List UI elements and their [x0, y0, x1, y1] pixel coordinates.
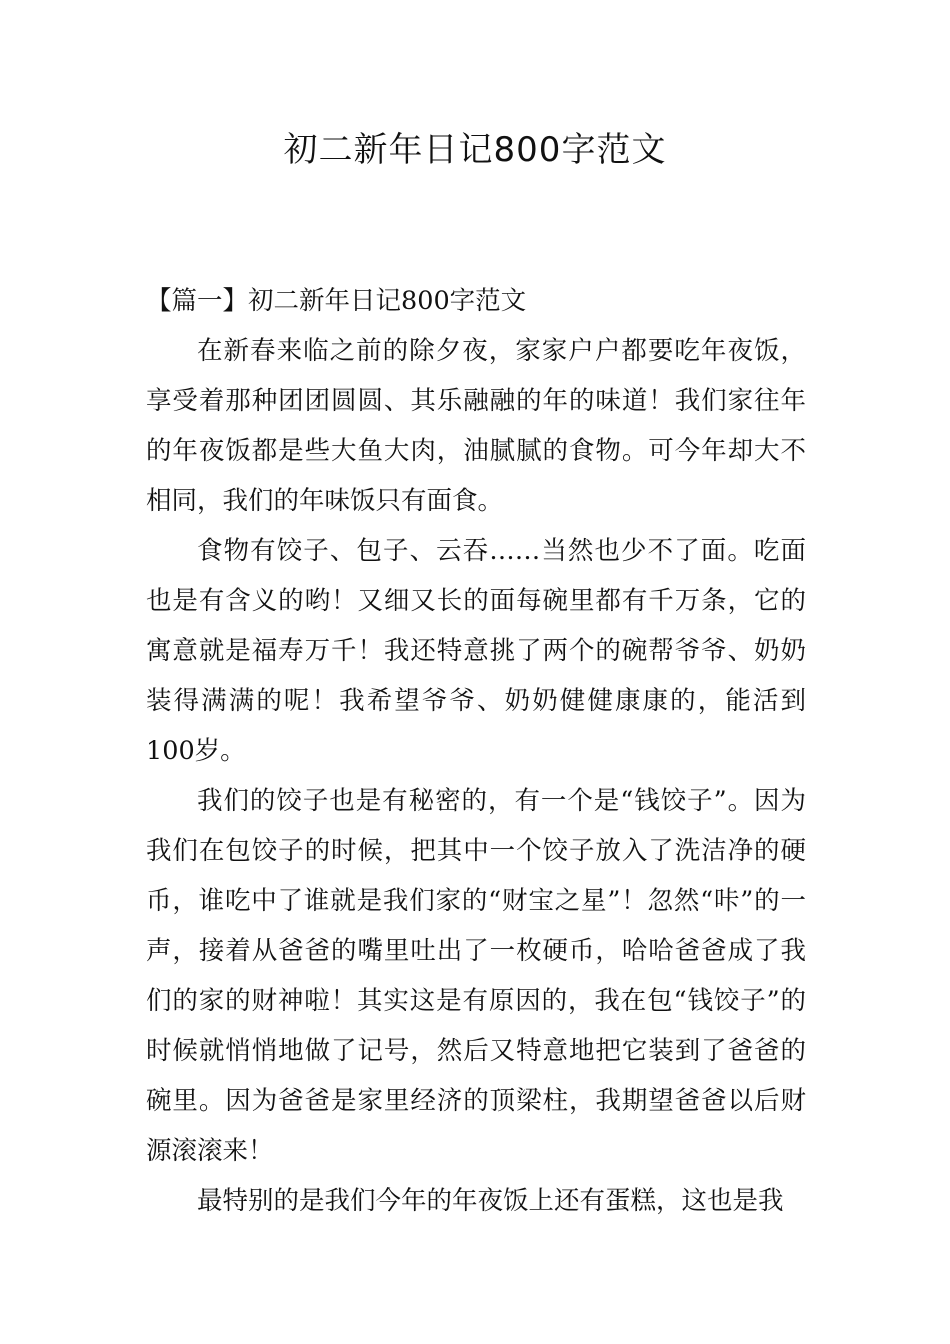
paragraph-4: 最特别的是我们今年的年夜饭上还有蛋糕，这也是我	[197, 1186, 784, 1216]
paragraph-3: 我们的饺子也是有秘密的，有一个是“钱饺子”。因为我们在包饺子的时候，把其中一个饺子放入了洗洁净的硬币，谁吃中了谁就是我们家的“财宝之星”！忽然“咔”的一声，接着从爸爸的嘴里吐出了一枚硬币，哈哈爸爸成了我们的家的财神啦！其实这是有原因的，我在包“钱饺子”的时候就悄悄地做了记号，然后又特意地把它装到了爸爸的碗里。因为爸爸是家里经济的顶梁柱，我期望爸爸以后财源滚滚来！	[146, 786, 806, 1166]
document-title: 初二新年日记800字范文	[283, 130, 667, 170]
paragraph-2: 食物有饺子、包子、云吞……当然也少不了面。吃面也是有含义的哟！又细又长的面每碗里都有千万条，它的寓意就是福寿万千！我还特意挑了两个的碗帮爷爷、奶奶装得满满的呢！我希望爷爷、奶奶健健康康的，能活到100岁。	[146, 536, 806, 766]
paragraph-1: 在新春来临之前的除夕夜，家家户户都要吃年夜饭，享受着那种团团圆圆、其乐融融的年的味道！我们家往年的年夜饭都是些大鱼大肉，油腻腻的食物。可今年却大不相同，我们的年味饭只有面食。	[146, 336, 806, 516]
section-heading: 【篇一】初二新年日记800字范文	[146, 286, 527, 316]
document-body	[146, 276, 806, 1226]
